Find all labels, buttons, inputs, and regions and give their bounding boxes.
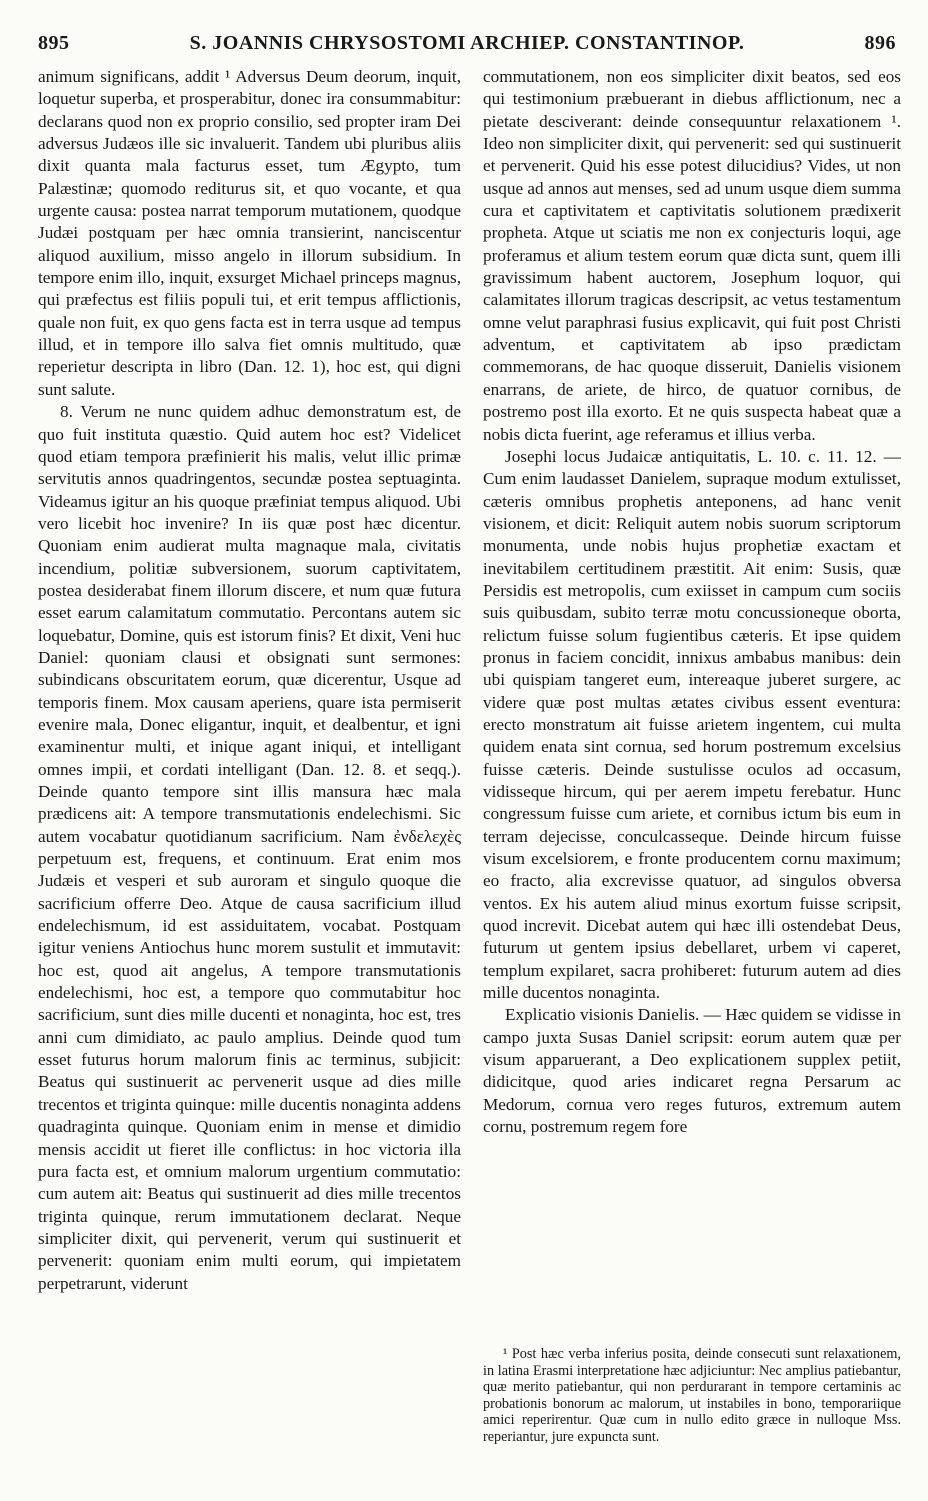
paragraph-right-3: Explicatio visionis Danielis. — Hæc quidem se vidisse in campo juxta Susas Daniel scripsit: eorum autem quæ per visum apparuerant, a Deo explicationem supplex petiit, didicitque, quod aries indicaret regna Persarum ac Medorum, cornua vero reges futuros, extremum autem cornu, postremum regem fore — [483, 1005, 901, 1137]
page-number-left: 895 — [38, 32, 70, 54]
running-title: S. JOANNIS CHRYSOSTOMI ARCHIEP. CONSTANTINOP. — [189, 32, 745, 54]
paragraph-right-2: Josephi locus Judaicæ antiquitatis, L. 10. c. 11. 12. — Cum enim laudasset Danielem, supraque modum extulisset, cæteris omnibus prophetis anteponens, ad hanc venit visionem, et dicit: Reliquit autem nobis suorum scriptorum monumenta, unde nobis hujus prophetiæ exactam et inevitabilem certitudinem præstitit. Ait enim: Susis, quæ Persidis est metropolis, cum exiisset in campum cum sociis suis quibusdam, subito terræ motu concussioneque oborta, relictum fuisse solum fugientibus cæteris. Et ipse quidem pronus in faciem concidit, innixus ambabus manibus: dein ubi quispiam tangeret eum, intereaque juberet surgere, ac videre quæ post multas ætates civibus essent eventura: erecto monstratum ait fuisse arietem ingentem, cui multa quidem enata sint cornua, sed horum postremum excelsius fuisse cæteris. Deinde sustulisse oculos ad occasum, vidisseque hircum, qui per aerem impetu ferebatur. Hunc congressum fuisse cum ariete, et cornibus ictum bis eum in terram dejecisse, conculcasseque. Deinde hircum fuisse visum excelsiorem, e fronte producentem cornu maximum; eo fracto, alia excrevisse quatuor, ad singulos obversa ventos. Ex his autem aliud minus exortum fuisse scripsit, quod increvit. Dicebat autem qui hæc illi ostendebat Deus, futurum ut gentem ipsius debellaret, urbem vi caperet, templum expilaret, sacra prohiberet: futurum autem ad dies mille ducentos nonaginta. — [483, 446, 901, 1003]
paragraph-left-2: 8. Verum ne nunc quidem adhuc demonstratum est, de quo fuit instituta quæstio. Quid autem hoc est? Videlicet quod etiam tempora præfinierit his malis, velut illic primæ servitutis annos quadringentos, secundæ postea septuaginta. Videamus igitur an his quoque præfiniat tempus aliquod. Ubi vero licebit hoc invenire? In iis quæ post hæc dicentur. Quoniam enim audierat multa magnaque mala, civitatis incendium, politiæ subversionem, suorum captivitatem, postea desiderabat finem illorum discere, et num quæ futura esset earum calamitatum commutatio. Percontans autem sic loquebatur, Domine, quis est istorum finis? Et dixit, Veni huc Daniel: quoniam clausi et obsignati sunt sermones: subindicans obscuritatem eorum, quæ dicerentur, Usque ad temporis finem. Mox causam aperiens, quare ista permiserit evenire mala, Donec eligantur, inquit, et dealbentur, et igni examinentur multi, et inique agant iniqui, et intelligant omnes impii, et cordati intelligant (Dan. 12. 8. et seqq.). Deinde quanto tempore sint illis mansura hæc mala prædicens ait: A tempore transmutationis endelechismi. Sic autem vocabatur quotidianum sacrificium. Nam ἐνδελεχὲς perpetuum est, frequens, et continuum. Erat enim mos Judæis et vesperi et sub auroram et singulo quoque die sacrificium offerre Deo. Atque de causa sacrificium illud endelechismum, id est assiduitatem, vocabat. Postquam igitur veniens Antiochus hunc morem sustulit et immutavit: hoc est, quod ait angelus, A tempore transmutationis endelechismi, hoc est, a tempore quo commutabitur hoc sacrificium, sunt dies mille ducenti et nonaginta, hoc est, tres anni cum dimidiato, ac paulo amplius. Deinde quod tum esset futurus horum malorum finis ac terminus, subjicit: Beatus qui sustinuerit ac pervenerit usque ad dies mille trecentos et triginta quinque: mille ducentis nonaginta addens quadraginta quinque. Quoniam enim in mense et dimidio mensis accidit ut fieret ille conflictus: in hoc victoria illa pura facta est, et omnium malorum urgentium commutatio: cum autem ait: Beatus qui sustinuerit ad dies mille trecentos triginta quinque, rerum immutationem declarat. Neque simpliciter dixit, qui pervenerit, verum qui sustinuerit et pervenerit: quoniam enim multi eorum, qui impietatem perpetrarunt, viderunt — [38, 402, 461, 1293]
right-column — [483, 66, 901, 1139]
paragraph-right-1: commutationem, non eos simpliciter dixit beatos, sed eos qui testimonium præbuerant in diebus afflictionum, nec a pietate desciverant: deinde consequuntur relaxationem ¹. Ideo non simpliciter dixit, qui pervenerit: sed qui sustinuerit et pervenerit. Quid his esse potest dilucidius? Vides, ut non usque ad annos aut menses, sed ad unum usque diem summa cura et captivitatem et captivitatis solutionem prædixerit propheta. Atque ut sciatis me non ex conjecturis loqui, age proferamus et alium testem eorum quæ dicta sunt, quem illi gravissimum habent auctorem, Josephum loquor, qui calamitates illorum tragicas descripsit, ac vetus testamentum omne velut paraphrasi fusius explicavit, qui fuit post Christi adventum, et captivitatem ab ipso prædictam commemorans, de hac quoque disseruit, Danielis visionem enarrans, de ariete, de hirco, de quatuor cornibus, de postremo post illa exorto. Et ne quis suspecta habeat quæ a nobis dicta fuerint, age referamus et illius verba. — [483, 67, 901, 444]
paragraph-left-1: animum significans, addit ¹ Adversus Deum deorum, inquit, loquetur superba, et prosperabitur, donec ira consummabitur: declarans quod non ex proprio consilio, sed propter iram Dei adversus Judæos ille sic invaluerit. Tandem ubi pluribus aliis dixit quanta mala facturus esset, tum Ægypto, tum Palæstinæ; quomodo rediturus sit, et quo vocante, et qua urgente causa: postea narrat temporum mutationem, quodque Judæi postquam per hæc omnia transierint, nanciscentur aliquod auxilium, misso angelo in illorum subsidium. In tempore enim illo, inquit, exsurget Michael princeps magnus, qui præfectus est filiis populi tui, et erit tempus afflictionis, quale non fuit, ex quo gens facta est in terra usque ad tempus illud, et in tempore illo salva fiet omnis multitudo, quæ reperietur descripta in libro (Dan. 12. 1), hoc est, qui digni sunt salute. — [38, 67, 461, 399]
footnote: ¹ Post hæc verba inferius posita, deinde consecuti sunt relaxationem, in latina Erasmi interpretatione hæc adjiciuntur: Nec amplius patiebantur, quæ merito patiebantur, qui non perdurarant in tempore certaminis ac probationis bonorum ac malorum, ut instabiles in bono, temporariique amici reperirentur. Quæ cum in nullo edito græce in nulloque Mss. reperiantur, jure expuncta sunt. — [483, 1346, 901, 1445]
page-number-right: 896 — [864, 32, 896, 54]
page-header — [38, 32, 896, 58]
left-column — [38, 66, 461, 1295]
